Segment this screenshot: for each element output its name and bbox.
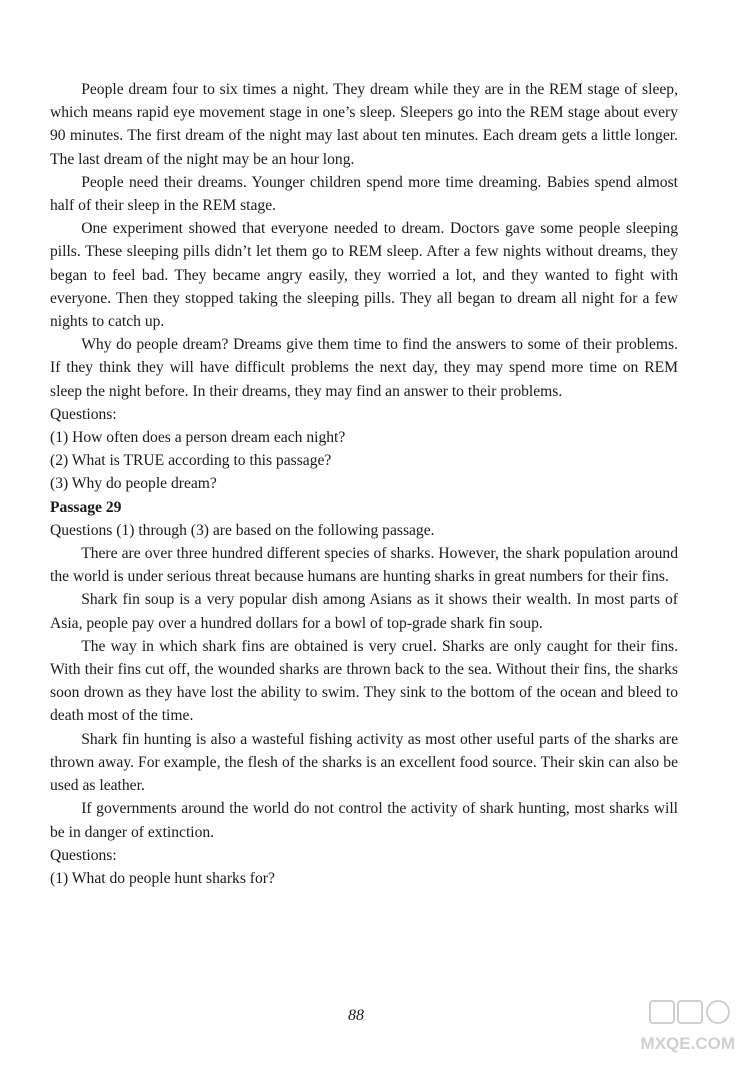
page-content [50, 78, 678, 890]
watermark-mark [707, 1001, 729, 1023]
passage-paragraph: If governments around the world do not control the activity of shark hunting, most sharks will be in danger of extinction. [50, 800, 678, 841]
watermark-text: MXQE.COM [640, 1034, 735, 1053]
passage-paragraph: Shark fin soup is a very popular dish among Asians as it shows their wealth. In most parts of Asia, people pay over a hundred dollars for a bowl of top-grade shark fin soup. [50, 591, 678, 632]
watermark-logo [590, 997, 740, 1057]
question-item: (3) Why do people dream? [50, 475, 217, 493]
passage-heading: Passage 29 [50, 498, 122, 516]
passage-paragraph: The way in which shark fins are obtained is very cruel. Sharks are only caught for their fins. With their fins cut off, the wounded sharks are thrown back to the sea. Without their fins, the sharks soon drown as they have lost the ability to swim. They sink to the bottom of the ocean and bleed to death most of the time. [50, 637, 678, 725]
passage-paragraph: One experiment showed that everyone needed to dream. Doctors gave some people sleeping pills. These sleeping pills didn’t let them go to REM sleep. After a few nights without dreams, they began to feel bad. They became angry easily, they worried a lot, and they wanted to fight with everyone. Then they stopped taking the sleeping pills. They all began to dream all night for a few nights to catch up. [50, 220, 678, 331]
question-item: (2) What is TRUE according to this passage? [50, 452, 332, 470]
passage-intro: Questions (1) through (3) are based on the following passage. [50, 521, 435, 539]
question-item: (1) How often does a person dream each night? [50, 429, 346, 447]
passage-paragraph: Why do people dream? Dreams give them time to find the answers to some of their problems. If they think they will have difficult problems the next day, they may spend more time on REM sleep the night before. In their dreams, they may find an answer to their problems. [50, 336, 678, 400]
watermark-mark [650, 1001, 674, 1023]
passage-paragraph: People dream four to six times a night. They dream while they are in the REM stage of sleep, which means rapid eye movement stage in one’s sleep. Sleepers go into the REM stage about every 90 minutes. The first dream of the night may last about ten minutes. Each dream gets a little longer. The last dream of the night may be an hour long. [50, 81, 678, 168]
page-number: 88 [348, 1007, 364, 1024]
questions-label: Questions: [50, 846, 117, 864]
passage-paragraph: People need their dreams. Younger children spend more time dreaming. Babies spend almost half of their sleep in the REM stage. [50, 173, 678, 215]
passage-paragraph: There are over three hundred different species of sharks. However, the shark population around the world is under serious threat because humans are hunting sharks in great numbers for their fins. [50, 545, 678, 586]
question-item: (1) What do people hunt sharks for? [50, 869, 275, 887]
passage-paragraph: Shark fin hunting is also a wasteful fishing activity as most other useful parts of the sharks are thrown away. For example, the flesh of the sharks is an excellent food source. Their skin can also be used as leather. [50, 730, 678, 795]
questions-label: Questions: [50, 405, 117, 423]
watermark-mark [678, 1001, 702, 1023]
